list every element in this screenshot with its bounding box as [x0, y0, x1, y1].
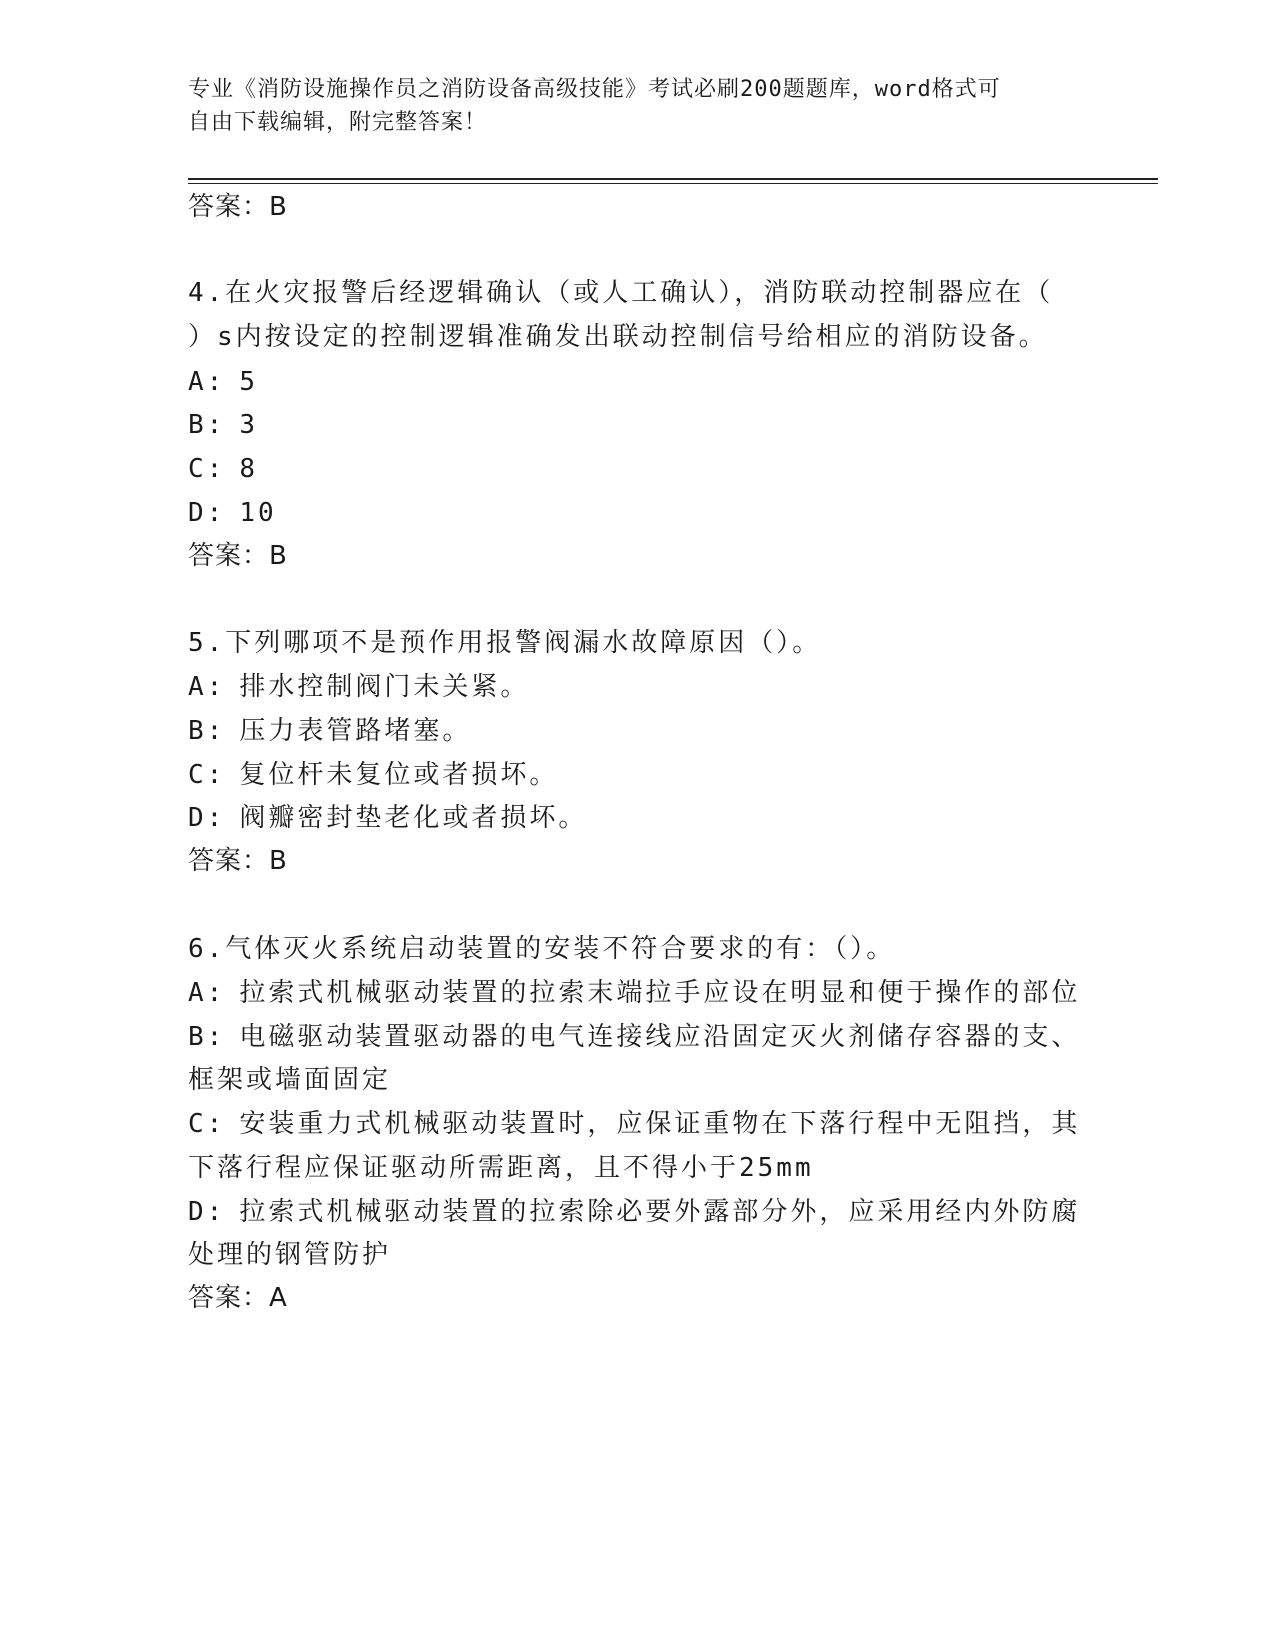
answer-label: 答案： — [188, 541, 270, 571]
q6-option-c — [188, 1107, 1080, 1141]
q6-option-c-continued: 下落行程应保证驱动所需距离，且不得小于25mm — [188, 1153, 814, 1183]
q5-option-d — [188, 801, 587, 835]
option-text: 8 — [239, 454, 258, 484]
option-text: 压力表管路堵塞。 — [239, 716, 472, 746]
option-label: D: — [188, 803, 226, 833]
q6-option-d-continued: 处理的钢管防护 — [188, 1240, 392, 1270]
header-divider-thick — [188, 178, 1158, 180]
q6-option-b-continued: 框架或墙面固定 — [188, 1065, 392, 1095]
q5-option-a — [188, 670, 529, 704]
answer-label: 答案： — [188, 846, 270, 876]
header-line-1: 专业《消防设施操作员之消防设备高级技能》考试必刷200题题库，word格式可 — [188, 77, 1001, 102]
option-text: 安装重力式机械驱动装置时，应保证重物在下落行程中无阻挡，其 — [239, 1109, 1081, 1139]
option-label: A: — [188, 367, 226, 397]
q5-stem-line-1: 5.下列哪项不是预作用报警阀漏水故障原因（）。 — [188, 628, 822, 658]
q6-option-d — [188, 1195, 1080, 1229]
q5-answer — [188, 844, 288, 878]
q4-option-d — [188, 496, 277, 530]
q6-answer — [188, 1281, 288, 1315]
q4-stem-line-2: ）s内按设定的控制逻辑准确发出联动控制信号给相应的消防设备。 — [188, 322, 1048, 352]
q6-option-b — [188, 1020, 1080, 1054]
option-text: 拉索式机械驱动装置的拉索末端拉手应设在明显和便于操作的部位 — [239, 978, 1081, 1008]
option-text: 拉索式机械驱动装置的拉索除必要外露部分外，应采用经内外防腐 — [239, 1197, 1081, 1227]
answer-label: 答案： — [188, 1283, 270, 1313]
answer-value: B — [269, 541, 288, 571]
option-text: 排水控制阀门未关紧。 — [239, 672, 530, 702]
option-text: 阀瓣密封垫老化或者损坏。 — [239, 803, 588, 833]
option-label: C: — [188, 1109, 226, 1139]
q5-option-c — [188, 758, 558, 792]
option-label: D: — [188, 1197, 226, 1227]
option-text: 复位杆未复位或者损坏。 — [239, 760, 559, 790]
option-text: 电磁驱动装置驱动器的电气连接线应沿固定灭火剂储存容器的支、 — [239, 1022, 1081, 1052]
option-label: C: — [188, 760, 226, 790]
q6-option-a — [188, 976, 1080, 1010]
q4-option-b — [188, 408, 258, 442]
answer-value: A — [269, 1283, 288, 1313]
option-label: B: — [188, 410, 226, 440]
option-text: 3 — [239, 410, 258, 440]
option-label: C: — [188, 454, 226, 484]
q5-option-b — [188, 714, 471, 748]
q4-option-a — [188, 365, 258, 399]
header-divider-thin — [188, 183, 1158, 184]
q4-answer — [188, 539, 288, 573]
option-text: 5 — [239, 367, 258, 397]
option-label: A: — [188, 672, 226, 702]
document-header — [188, 73, 1068, 139]
q4-option-c — [188, 452, 258, 486]
option-label: A: — [188, 978, 226, 1008]
option-text: 10 — [239, 498, 277, 528]
q6-stem-line-1: 6.气体灭火系统启动装置的安装不符合要求的有：（）。 — [188, 934, 896, 964]
option-label: B: — [188, 716, 226, 746]
header-line-2: 自由下载编辑，附完整答案！ — [188, 110, 488, 135]
option-label: B: — [188, 1022, 226, 1052]
answer-value: B — [269, 192, 288, 222]
option-label: D: — [188, 498, 226, 528]
q3-answer — [188, 190, 288, 224]
answer-label: 答案： — [188, 192, 270, 222]
q4-stem-line-1: 4.在火灾报警后经逻辑确认（或人工确认），消防联动控制器应在（ — [188, 278, 1054, 308]
answer-value: B — [269, 846, 288, 876]
